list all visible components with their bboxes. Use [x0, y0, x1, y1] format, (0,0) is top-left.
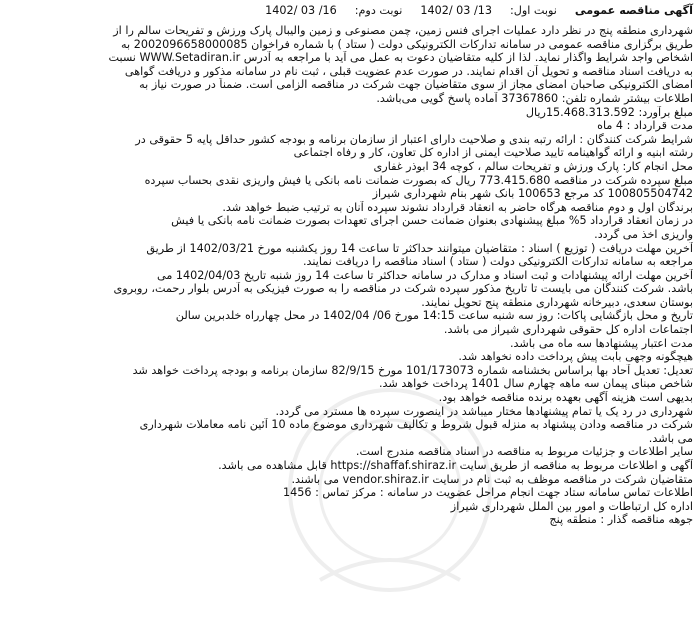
performance-bond-line-1: در زمان انعقاد قرارداد 5% مبلغ پیشنهادی بعنوان ضمانت حسن اجرای تعهدات بصورت ضمانت نامه بانکی یا فیش: [171, 214, 693, 228]
turn2-date: 1402/ 03 /16: [265, 4, 337, 17]
validity-period: مدت اعتبار پیشنهادها سه ماه می باشد.: [509, 336, 693, 350]
intro-line-3: اشخاص واجد شرایط واگذار نماید. لذا از کلیه متقاضیان دعوت به عمل می آید با مراجعه به آدرس WWW.Setadiran.ir نسبت: [108, 51, 693, 65]
issuer-department: اداره کل ارتباطات و امور بین الملل شهرداری شیراز: [450, 499, 693, 513]
submission-deadline-line-2: باشد. شرکت کنندگان می بایست تا تاریخ مذکور سپرده شرکت در مناقصه را به صورت فیزیکی به آدرس بلوار رحمت، روبروی: [113, 282, 693, 296]
notice-body: [7, 24, 693, 527]
deposit-line-1: مبلغ سپرده شرکت در مناقصه 773.415.680 ریال که بصورت ضمانت نامه بانکی یا فیش واریزی نقدی بحساب سپرده: [144, 173, 693, 187]
acceptance-line-2: می باشد.: [648, 431, 693, 445]
deposit-line-2: 100805504742 کد مرجع 100653 بانک شهر بنام شهرداری شیراز: [372, 187, 693, 201]
ad-type-title: آگهی مناقصه عمومی: [574, 4, 693, 17]
turn1-date: 1402/ 03 /13: [420, 4, 492, 17]
ad-cost: بدیهی است هزینه آگهی بعهده برنده مناقصه خواهد بود.: [438, 391, 693, 405]
adjustment-line-2: شاخص مبنای پیمان سه ماهه چهارم سال 1401 پرداخت خواهد شد.: [379, 377, 693, 391]
setad-contact: اطلاعات تماس سامانه ستاد جهت انجام مراحل عضویت در سامانه : مرکز تماس : 1456: [283, 486, 693, 500]
intro-line-5: امضای الکترونیکی صاحبان امضای مجاز از سوی متقاضیان جهت شرکت در مناقصه الزامی است. ضمناً در صورت نیاز به: [139, 78, 693, 92]
intro-line-4: به دریافت اسناد مناقصه و تحویل آن اقدام نمایند. در صورت عدم عضویت قبلی ، ثبت نام در سامانه مذکور و دریافت گواهی: [124, 64, 693, 78]
acceptance-line-1: شرکت در مناقصه ودادن پیشنهاد به منزله قبول شروط و تکالیف شهرداری موضوع ماده 10 آئین نامه معاملات شهرداری: [139, 418, 693, 432]
conditions-line-1: شرایط شرکت کنندگان : ارائه رتبه بندی و صلاحیت دارای اعتبار از سازمان برنامه و بودجه کشور حداقل پایه 5 حقوقی در: [135, 132, 693, 146]
intro-line-2: طریق برگزاری مناقصه عمومی در سامانه تداركات الكترونیكی دولت ( ستاد ) با شماره فراخوان 2002096658000085 به: [121, 37, 693, 51]
estimate-amount: مبلغ برآورد: 15.468.313.592ریال: [525, 105, 693, 119]
turn1-label: نوبت اول:: [509, 4, 557, 17]
submission-deadline-line-3: بوستان سعدی، دبیرخانه شهرداری منطقه پنج تحویل نمایند.: [421, 295, 693, 309]
vendor-registration: متقاضیان شرکت در مناقصه موظف به ثبت نام در سایت vendor.shiraz.ir می باشند.: [291, 472, 693, 486]
rejection-right: شهرداری در رد یک یا تمام پیشنهادها مختار میباشد در اینصورت سپرده ها مسترد می گردد.: [275, 404, 693, 418]
notice-header: [7, 3, 693, 18]
opening-line-2: اجتماعات اداره کل حقوقی شهرداری شیراز می باشد.: [443, 323, 693, 337]
intro-line-1: شهرداری منطقه پنج در نظر دارد عملیات اجرای فنس زمین، چمن مصنوعی و زمین والیبال پارک ورزش و تفریحات سالم را از: [113, 24, 693, 37]
contract-duration: مدت قرارداد : 4 ماه: [597, 119, 693, 133]
opening-line-1: تاریخ و محل بازگشایی پاکات: روز سه شنبه ساعت 14:15 مورخ 06/ 1402/04 در محل چهارراه خلدبرین سالن: [175, 309, 693, 323]
turn2-label: نوبت دوم:: [354, 4, 403, 17]
docs-deadline-line-1: آخرین مهلت دریافت ( توزیع ) اسناد : متقاضیان میتوانند حداکثر تا ساعت 14 روز یکشنبه مورخ 1402/03/21 از طریق: [146, 241, 693, 255]
submission-deadline-line-1: آخرین مهلت ارائه پیشنهادات و ثبت اسناد و مدارک در سامانه حداکثر تا ساعت 14 روز شنبه تاریخ 1402/04/03 می: [157, 268, 693, 282]
other-info: سایر اطلاعات و جزئیات مربوط به مناقصه در اسناد مناقصه مندرج است.: [355, 445, 693, 459]
conditions-line-2: رشته ابنیه و ارائه گواهینامه تایید صلاحیت ایمنی از اداره کل تعاون، کار و رفاه اجتماعی: [293, 146, 693, 160]
shaffaf-site: آگهی و اطلاعات مربوط به مناقصه از طریق سایت https://shaffaf.shiraz.ir قابل مشاهده می باشد.: [218, 459, 693, 472]
work-location: محل انجام کار: پارک ورزش و تفریحات سالم ، کوچه 34 ابوذر غفاری: [373, 159, 693, 173]
no-prepayment: هیچگونه وجهی بابت پیش پرداخت داده نخواهد شد.: [458, 350, 693, 364]
performance-bond-line-2: واریزی اخذ می گردد.: [594, 227, 693, 241]
docs-deadline-line-2: مراجعه به سامانه تداركات الكترونیكی دولت ( ستاد ) اسناد مناقصه را دریافت نمایند.: [302, 255, 693, 269]
winners-forfeit: برندگان اول و دوم مناقصه هرگاه حاضر به انعقاد قرارداد نشوند سپرده آنان به ترتیب ضبط خواهد شد.: [222, 200, 693, 214]
tender-organizer: جوهه مناقصه گذار : منطقه پنج: [549, 513, 693, 527]
intro-line-6: اطلاعات بیشتر شماره تلفن: 37367860 آماده پاسخ گویی می‌باشد.: [376, 91, 693, 105]
adjustment-line-1: تعدیل: تعدیل آحاد بها براساس بخشنامه شماره 101/173073 مورخ 82/9/15 سازمان برنامه و بودجه پرداخت خواهد شد: [132, 363, 693, 377]
